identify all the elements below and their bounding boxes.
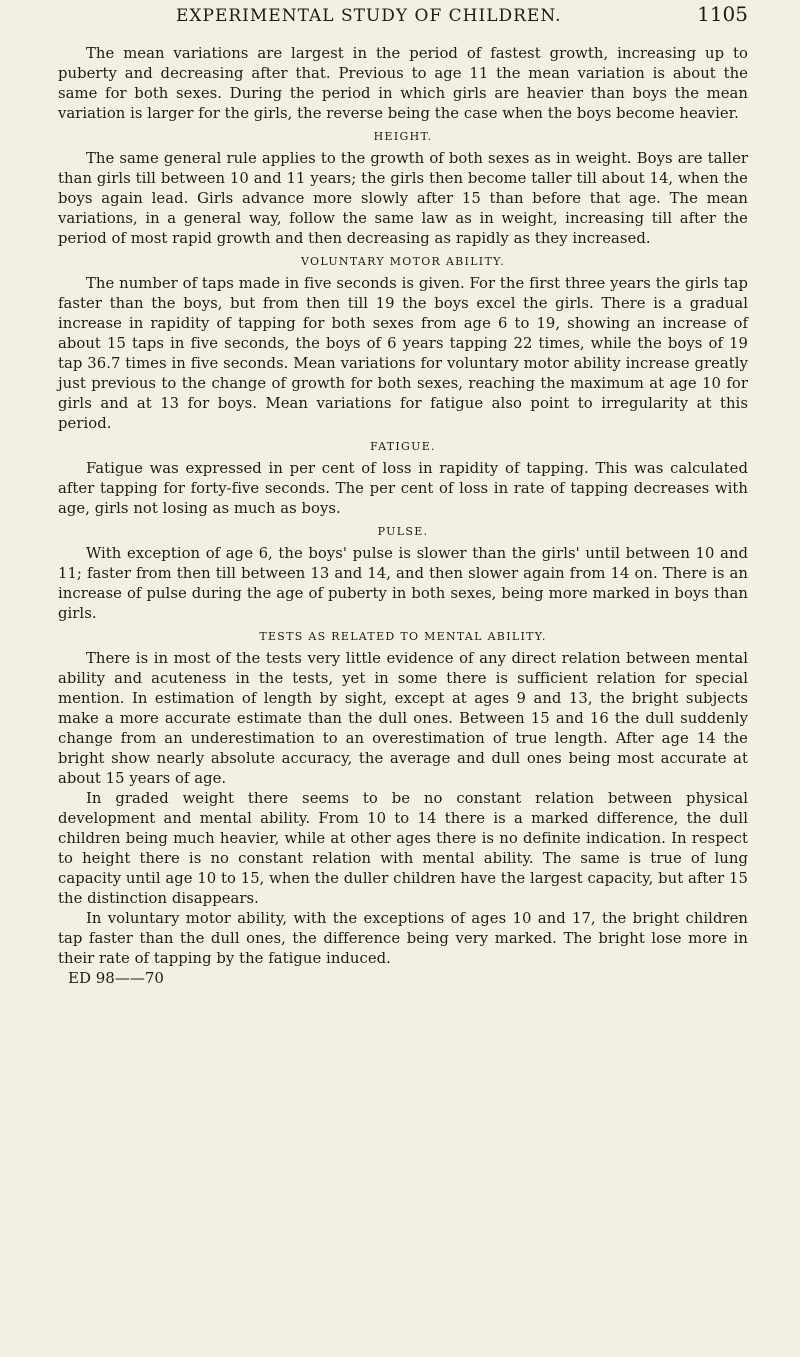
- running-header: [58, 0, 748, 44]
- section-fatigue: [58, 440, 748, 519]
- signature-mark: ED 98——70: [68, 969, 164, 987]
- section-heading: FATIGUE.: [370, 440, 436, 453]
- section-heading: TESTS AS RELATED TO MENTAL ABILITY.: [259, 630, 547, 643]
- paragraph: The number of taps made in five seconds is given. For the first three years the girls tap faster than the boys, but from then till 19 the boys excel the girls. There is a gradual increase in rapidity of tapping for both sexes from age 6 to 19, showing an increase of about 15 taps in five seconds, the boys of 6 years tapping 22 times, while the boys of 19 tap 36.7 times in five seconds. Mean variations for voluntary motor ability increase greatly just previous to the change of growth for both sexes, reaching the maximum at age 10 for girls and at 13 for boys. Mean variations for fatigue also point to irregularity at this period.: [58, 275, 748, 432]
- paragraph: The mean variations are largest in the period of fastest growth, increasing up to puberty and decreasing after that. Previous to age 11 the mean variation is about the same for both sexes. During the period in which girls are heavier than boys the mean variation is larger for the girls, the reverse being the case when the boys become heavier.: [58, 45, 748, 122]
- section-heading: HEIGHT.: [373, 130, 433, 143]
- paragraph: With exception of age 6, the boys' pulse is slower than the girls' until between 10 and 11; faster from then till between 13 and 14, and then slower again from 14 on. There is an increase of pulse during the age of puberty in both sexes, being more marked in boys than girls.: [58, 545, 748, 622]
- section-heading: PULSE.: [377, 525, 429, 538]
- paragraph: In voluntary motor ability, with the exceptions of ages 10 and 17, the bright children tap faster than the dull ones, the difference being very marked. The bright lose more in their rate of tapping by the fatigue induced.: [58, 910, 748, 967]
- running-title: EXPERIMENTAL STUDY OF CHILDREN.: [176, 6, 562, 26]
- paragraph: In graded weight there seems to be no constant relation between physical development and mental ability. From 10 to 14 there is a marked difference, the dull children being much heavier, while at other ages there is no definite indication. In respect to height there is no constant relation with mental ability. The same is true of lung capacity until age 10 to 15, when the duller children have the largest capacity, but after 15 the distinction disappears.: [58, 790, 748, 907]
- section-height: [58, 130, 748, 249]
- section-pulse: [58, 525, 748, 624]
- section-intro: [58, 44, 748, 124]
- section-mental-ability: [58, 630, 748, 969]
- section-heading: VOLUNTARY MOTOR ABILITY.: [300, 255, 506, 268]
- paragraph: Fatigue was expressed in per cent of loss in rapidity of tapping. This was calculated after tapping for forty-five seconds. The per cent of loss in rate of tapping decreases with age, girls not losing as much as boys.: [58, 460, 748, 517]
- paragraph: The same general rule applies to the growth of both sexes as in weight. Boys are taller than girls till between 10 and 11 years; the girls then become taller till about 14, when the boys again lead. Girls advance more slowly after 15 than before that age. The mean variations, in a general way, follow the same law as in weight, increasing till after the period of most rapid growth and then decreasing as rapidly as they increased.: [58, 150, 748, 247]
- section-voluntary-motor-ability: [58, 255, 748, 434]
- page-number: 1105: [697, 2, 748, 26]
- paragraph: There is in most of the tests very little evidence of any direct relation between mental ability and acuteness in the tests, yet in some there is sufficient relation for special mention. In estimation of length by sight, except at ages 9 and 13, the bright subjects make a more accurate estimate than the dull ones. Between 15 and 16 the dull suddenly change from an underestimation to an overestimation of true length. After age 14 the bright show nearly absolute accuracy, the average and dull ones being most accurate at about 15 years of age.: [58, 650, 748, 787]
